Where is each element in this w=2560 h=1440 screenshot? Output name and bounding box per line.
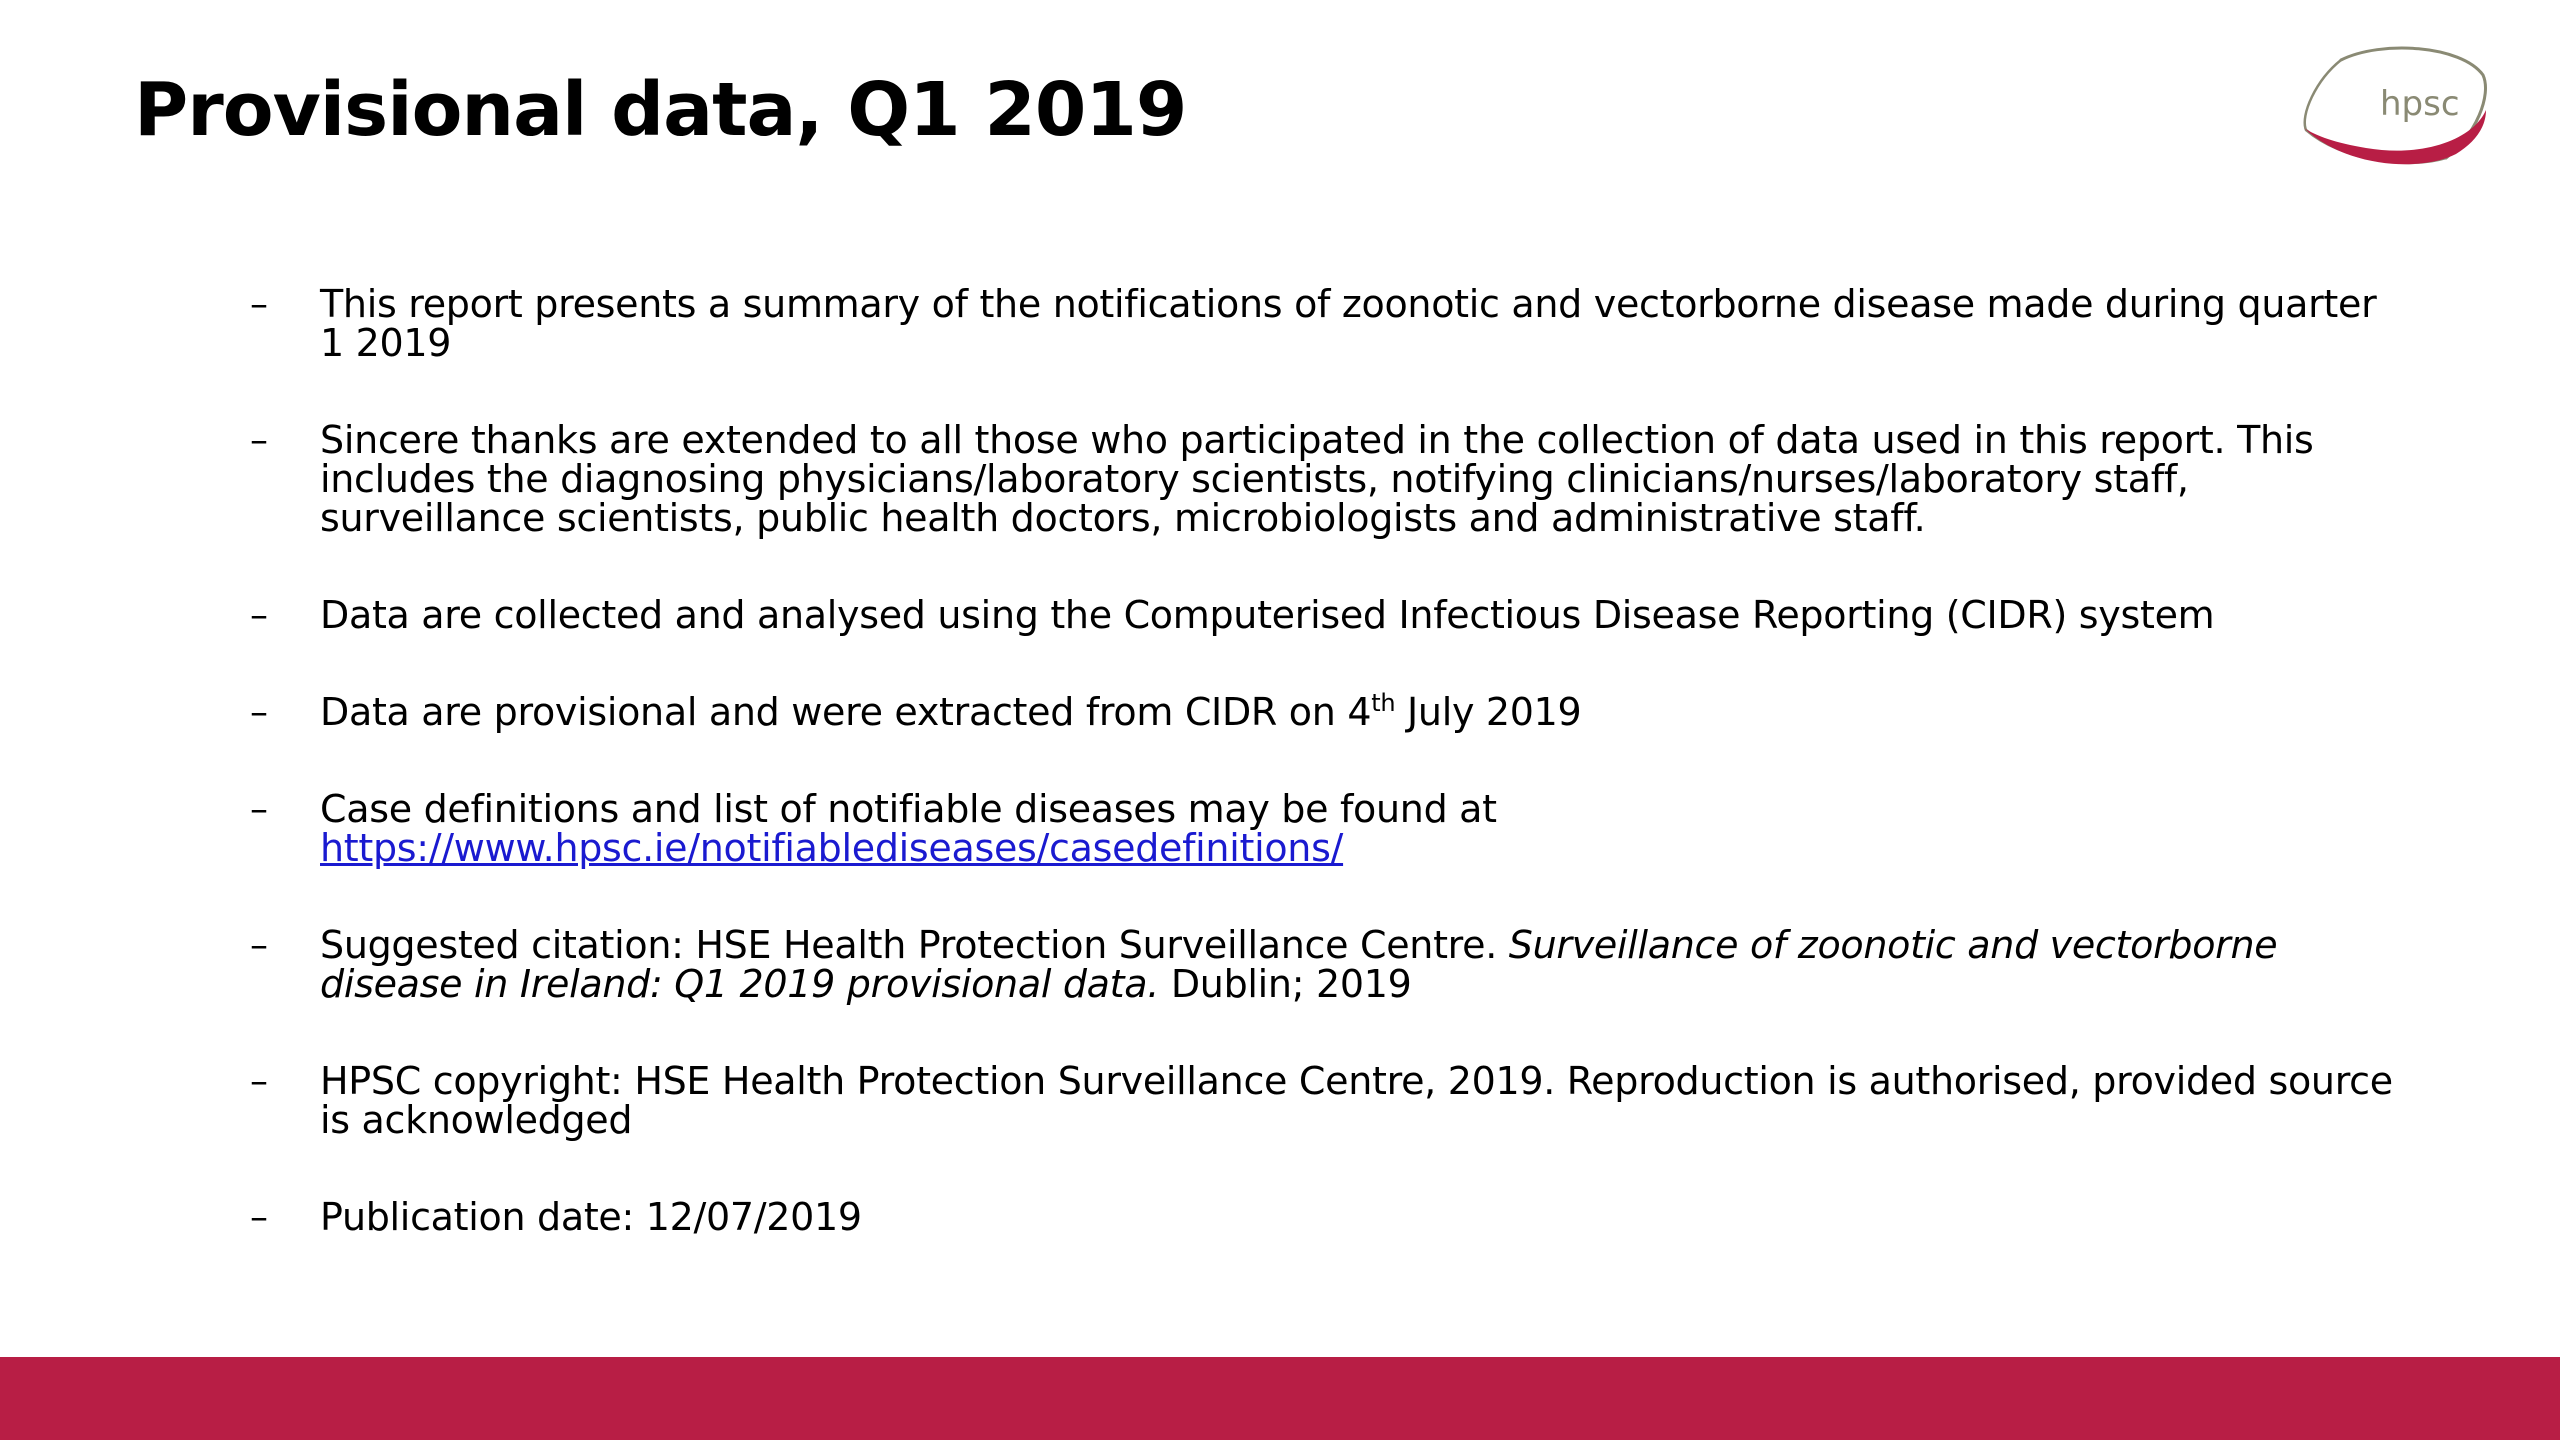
bullet-item xyxy=(250,593,2400,637)
bullet-text-thanks: Sincere thanks are extended to all those who participated in the collection of data used in this report. This includes the diagnosing physicians/laboratory scientists, notifying clinicians/nurses/laboratory staff, surveillance scientists, public health doctors, microbiologists and administrative staff. xyxy=(320,418,2314,540)
bullet-text-cidr: Data are collected and analysed using the Computerised Infectious Disease Reporting (CIDR) system xyxy=(320,593,2215,637)
citation-place-year: Dublin; 2019 xyxy=(1159,962,1412,1006)
bullet-marker: – xyxy=(250,420,268,461)
bullet-marker: – xyxy=(250,595,268,636)
ordinal-suffix: th xyxy=(1371,689,1396,717)
bullet-marker: – xyxy=(250,692,268,733)
bullet-marker: – xyxy=(250,789,268,830)
bullet-text-publication-date: Publication date: 12/07/2019 xyxy=(320,1195,862,1239)
bullet-item xyxy=(250,689,2400,734)
bullet-marker: – xyxy=(250,1061,268,1102)
citation-title: Surveillance of zoonotic and vectorborne disease in Ireland: Q1 2019 provisional data. xyxy=(320,923,2278,1006)
footer-bar xyxy=(0,1357,2560,1440)
logo-text: hpsc xyxy=(2380,84,2460,124)
bullet-marker: – xyxy=(250,925,268,966)
extraction-date-text: July 2019 xyxy=(1395,690,1582,734)
bullet-marker: – xyxy=(250,284,268,325)
bullet-item xyxy=(250,1059,2400,1142)
bullet-text-case-definitions xyxy=(320,787,2400,870)
case-definitions-link[interactable]: https://www.hpsc.ie/notifiablediseases/casedefinitions/ xyxy=(320,826,1344,870)
bullet-item xyxy=(250,1195,2400,1239)
bullet-item xyxy=(250,787,2400,870)
bullet-text-citation xyxy=(320,923,2400,1006)
bullet-text-copyright: HPSC copyright: HSE Health Protection Surveillance Centre, 2019. Reproduction is authorised, provided source is acknowledged xyxy=(320,1059,2393,1142)
bullet-item xyxy=(250,282,2400,365)
bullet-text-summary: This report presents a summary of the notifications of zoonotic and vectorborne disease made during quarter 1 2019 xyxy=(320,282,2377,365)
slide-title: Provisional data, Q1 2019 xyxy=(134,67,1187,153)
bullet-item xyxy=(250,923,2400,1006)
citation-source: Suggested citation: HSE Health Protection Surveillance Centre. xyxy=(320,923,1509,967)
extraction-text: Data are provisional and were extracted from CIDR on 4 xyxy=(320,690,1372,734)
hpsc-logo xyxy=(2296,40,2492,172)
bullet-list xyxy=(250,282,2400,1239)
bullet-text-extraction xyxy=(320,689,2400,734)
case-definitions-text: Case definitions and list of notifiable diseases may be found at xyxy=(320,787,1497,831)
bullet-marker: – xyxy=(250,1197,268,1238)
bullet-item xyxy=(250,418,2400,540)
